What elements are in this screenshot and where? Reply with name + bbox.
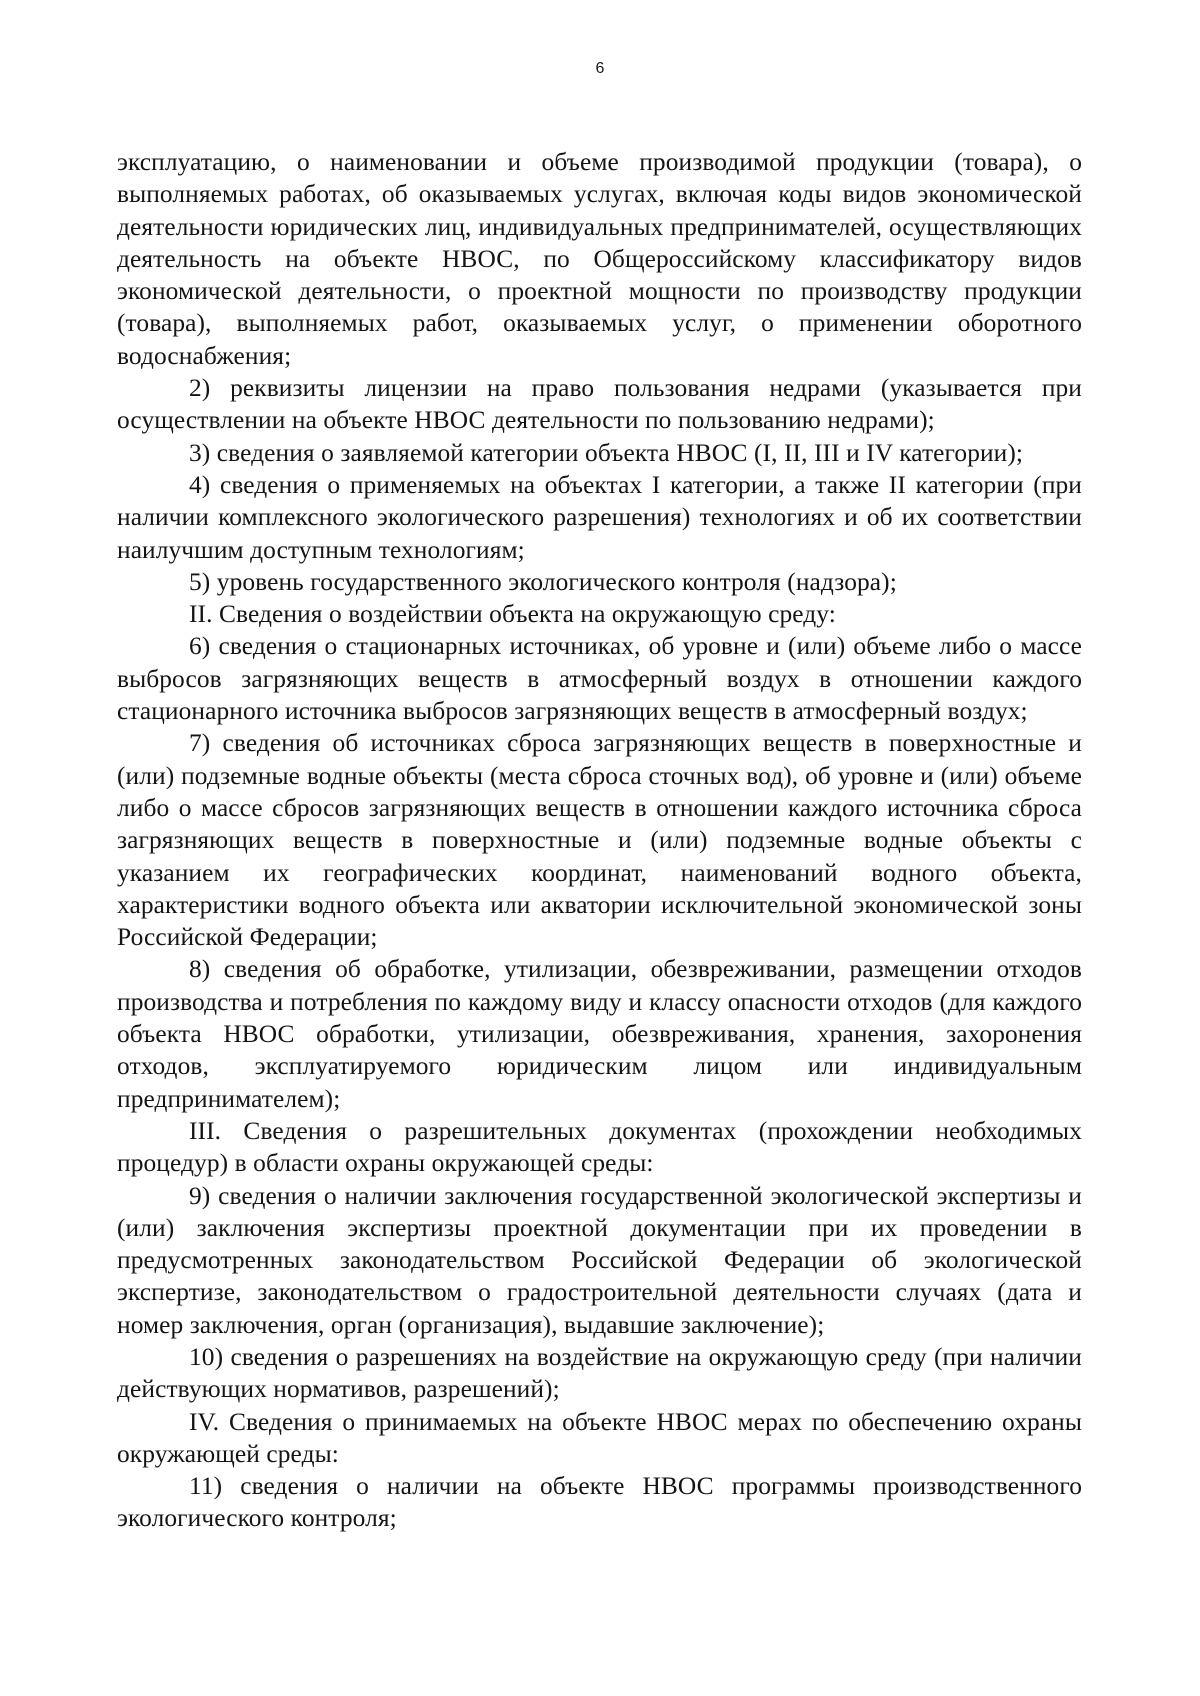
section-heading-iv: IV. Сведения о принимаемых на объекте НВОС мерах по обеспечению охраны окружающей среды: xyxy=(117,1407,1082,1468)
paragraph-item-6: 6) сведения о стационарных источниках, об уровне и (или) объеме либо о массе выбросов загрязняющих веществ в атмосферный воздух в отношении каждого стационарного источника выбросов загрязняющих веществ в атмосферный воздух; xyxy=(117,632,1082,726)
section-heading-iii: III. Сведения о разрешительных документах (прохождении необходимых процедур) в области охраны окружающей среды: xyxy=(117,1116,1082,1178)
paragraph-continuation: эксплуатацию, о наименовании и объеме производимой продукции (товара), о выполняемых работах, об оказываемых услугах, включая коды видов экономической деятельности юридических лиц, индивидуальных предпринимателей, осуществляющих деятельность на объекте НВОС, по Общероссийскому классификатору видов экономической деятельности, о проектной мощности по производству продукции (товара), выполняемых работ, оказываемых услуг, о применении оборотного водоснабжения; xyxy=(117,148,1082,370)
paragraph-item-3: 3) сведения о заявляемой категории объекта НВОС (I, II, III и IV категории); xyxy=(189,438,1024,467)
paragraph-item-10: 10) сведения о разрешениях на воздействие на окружающую среду (при наличии действующих нормативов, разрешений); xyxy=(117,1342,1082,1404)
paragraph-item-5: 5) уровень государственного экологического контроля (надзора); xyxy=(189,567,897,596)
paragraph-item-8: 8) сведения об обработке, утилизации, обезвреживании, размещении отходов производства и потребления по каждому виду и классу опасности отходов (для каждого объекта НВОС обработки, утилизации, обезвреживания, хранения, захоронения отходов, эксплуатируемого юридическим лицом или индивидуальным предпринимателем); xyxy=(117,955,1082,1113)
document-body xyxy=(117,146,1082,1535)
paragraph-item-9: 9) сведения о наличии заключения государственной экологической экспертизы и (или) заключения экспертизы проектной документации при их проведении в предусмотренных законодательством Российской Федерации об экологической экспертизе, законодательством о градостроительной деятельности случаях (дата и номер заключения, орган (организация), выдавшие заключение); xyxy=(117,1181,1082,1339)
paragraph-item-4: 4) сведения о применяемых на объектах I категории, а также II категории (при наличии комплексного экологического разрешения) технологиях и об их соответствии наилучшим доступным технологиям; xyxy=(117,470,1082,564)
section-heading-ii: II. Сведения о воздействии объекта на окружающую среду: xyxy=(189,600,836,629)
paragraph-item-7: 7) сведения об источниках сброса загрязняющих веществ в поверхностные и (или) подземные водные объекты (места сброса сточных вод), об уровне и (или) объеме либо о массе сбросов загрязняющих веществ в отношении каждого источника сброса загрязняющих веществ в поверхностные и (или) подземные водные объекты с указанием их географических координат, наименований водного объекта, характеристики водного объекта или акватории исключительной экономической зоны Российской Федерации; xyxy=(117,729,1082,952)
paragraph-item-11: 11) сведения о наличии на объекте НВОС программы производственного экологического контроля; xyxy=(117,1472,1082,1533)
page-number: 6 xyxy=(595,60,605,77)
paragraph-item-2: 2) реквизиты лицензии на право пользования недрами (указывается при осуществлении на объекте НВОС деятельности по пользованию недрами); xyxy=(117,374,1082,435)
